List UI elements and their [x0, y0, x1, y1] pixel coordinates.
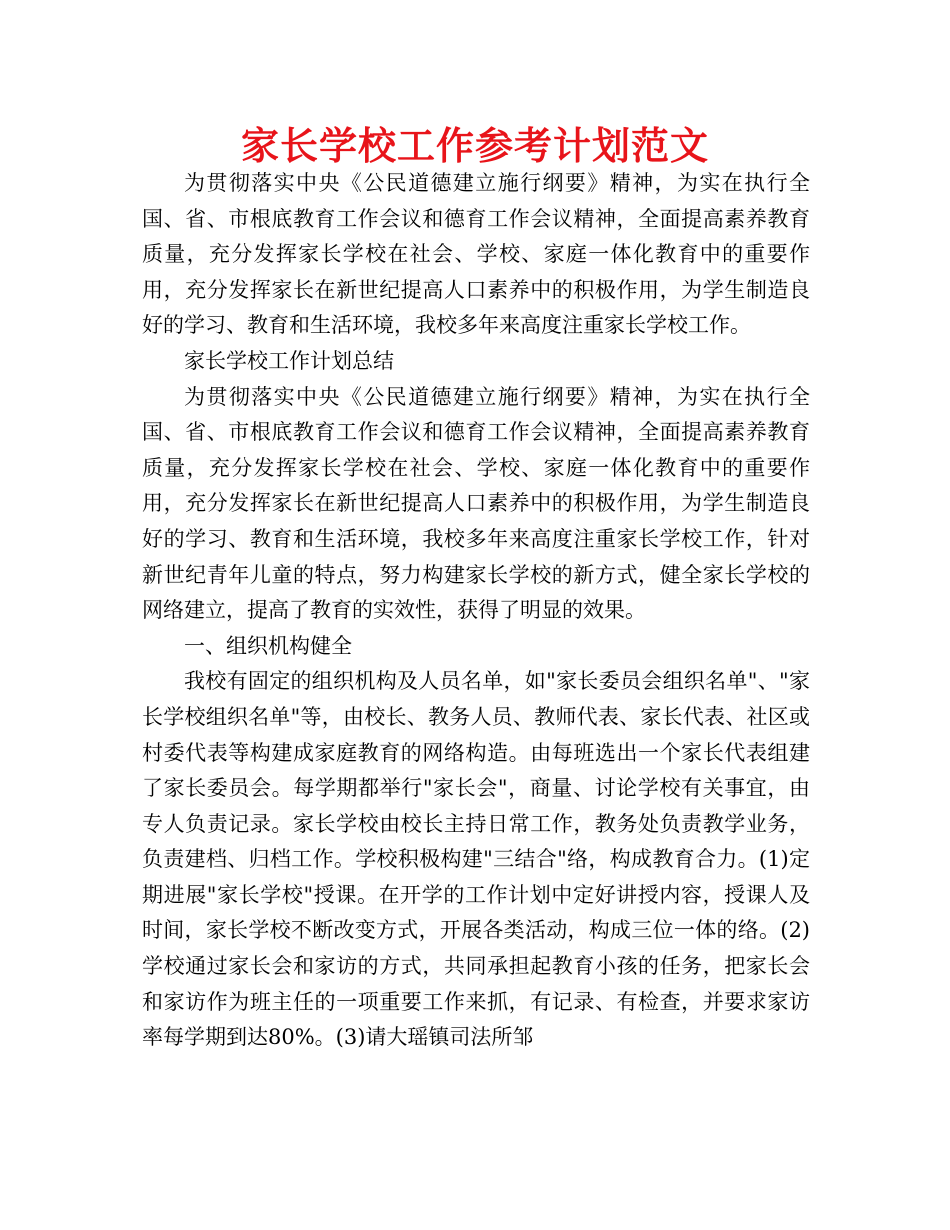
intro-paragraph: 为贯彻落实中央《公民道德建立施行纲要》精神，为实在执行全国、省、市根底教育工作会议和德育工作会议精神，全面提高素养教育质量，充分发挥家长学校在社会、学校、家庭一体化教育中的重要作用，充分发挥家长在新世纪提高人口素养中的积极作用，为学生制造良好的学习、教育和生活环境，我校多年来高度注重家长学校工作。	[142, 171, 810, 338]
summary-paragraph: 为贯彻落实中央《公民道德建立施行纲要》精神，为实在执行全国、省、市根底教育工作会议和德育工作会议精神，全面提高素养教育质量，充分发挥家长学校在社会、学校、家庭一体化教育中的重要作用，充分发挥家长在新世纪提高人口素养中的积极作用，为学生制造良好的学习、教育和生活环境，我校多年来高度注重家长学校工作，针对新世纪青年儿童的特点，努力构建家长学校的新方式，健全家长学校的网络建立，提高了教育的实效性，获得了明显的效果。	[142, 384, 810, 623]
document-title: 家长学校工作参考计划范文	[240, 123, 709, 168]
section-heading-summary: 家长学校工作计划总结	[184, 348, 394, 373]
section-heading-organization: 一、组织机构健全	[184, 633, 352, 658]
organization-paragraph: 我校有固定的组织机构及人员名单，如"家长委员会组织名单"、"家长学校组织名单"等，由校长、教务人员、教师代表、家长代表、社区或村委代表等构建成家庭教育的网络构造。由每班选出一个家长代表组建了家长委员会。每学期都举行"家长会"，商量、讨论学校有关事宜，由专人负责记录。家长学校由校长主持日常工作，教务处负责教学业务，负责建档、归档工作。学校积极构建"三结合"络，构成教育合力。(1)定期进展"家长学校"授课。在开学的工作计划中定好讲授内容，授课人及时间，家长学校不断改变方式，开展各类活动，构成三位一体的络。(2)学校通过家长会和家访的方式，共同承担起教育小孩的任务，把家长会和家访作为班主任的一项重要工作来抓，有记录、有检查，并要求家访率每学期到达80%。(3)请大瑶镇司法所邹	[142, 669, 810, 1050]
document-body	[142, 166, 810, 1056]
